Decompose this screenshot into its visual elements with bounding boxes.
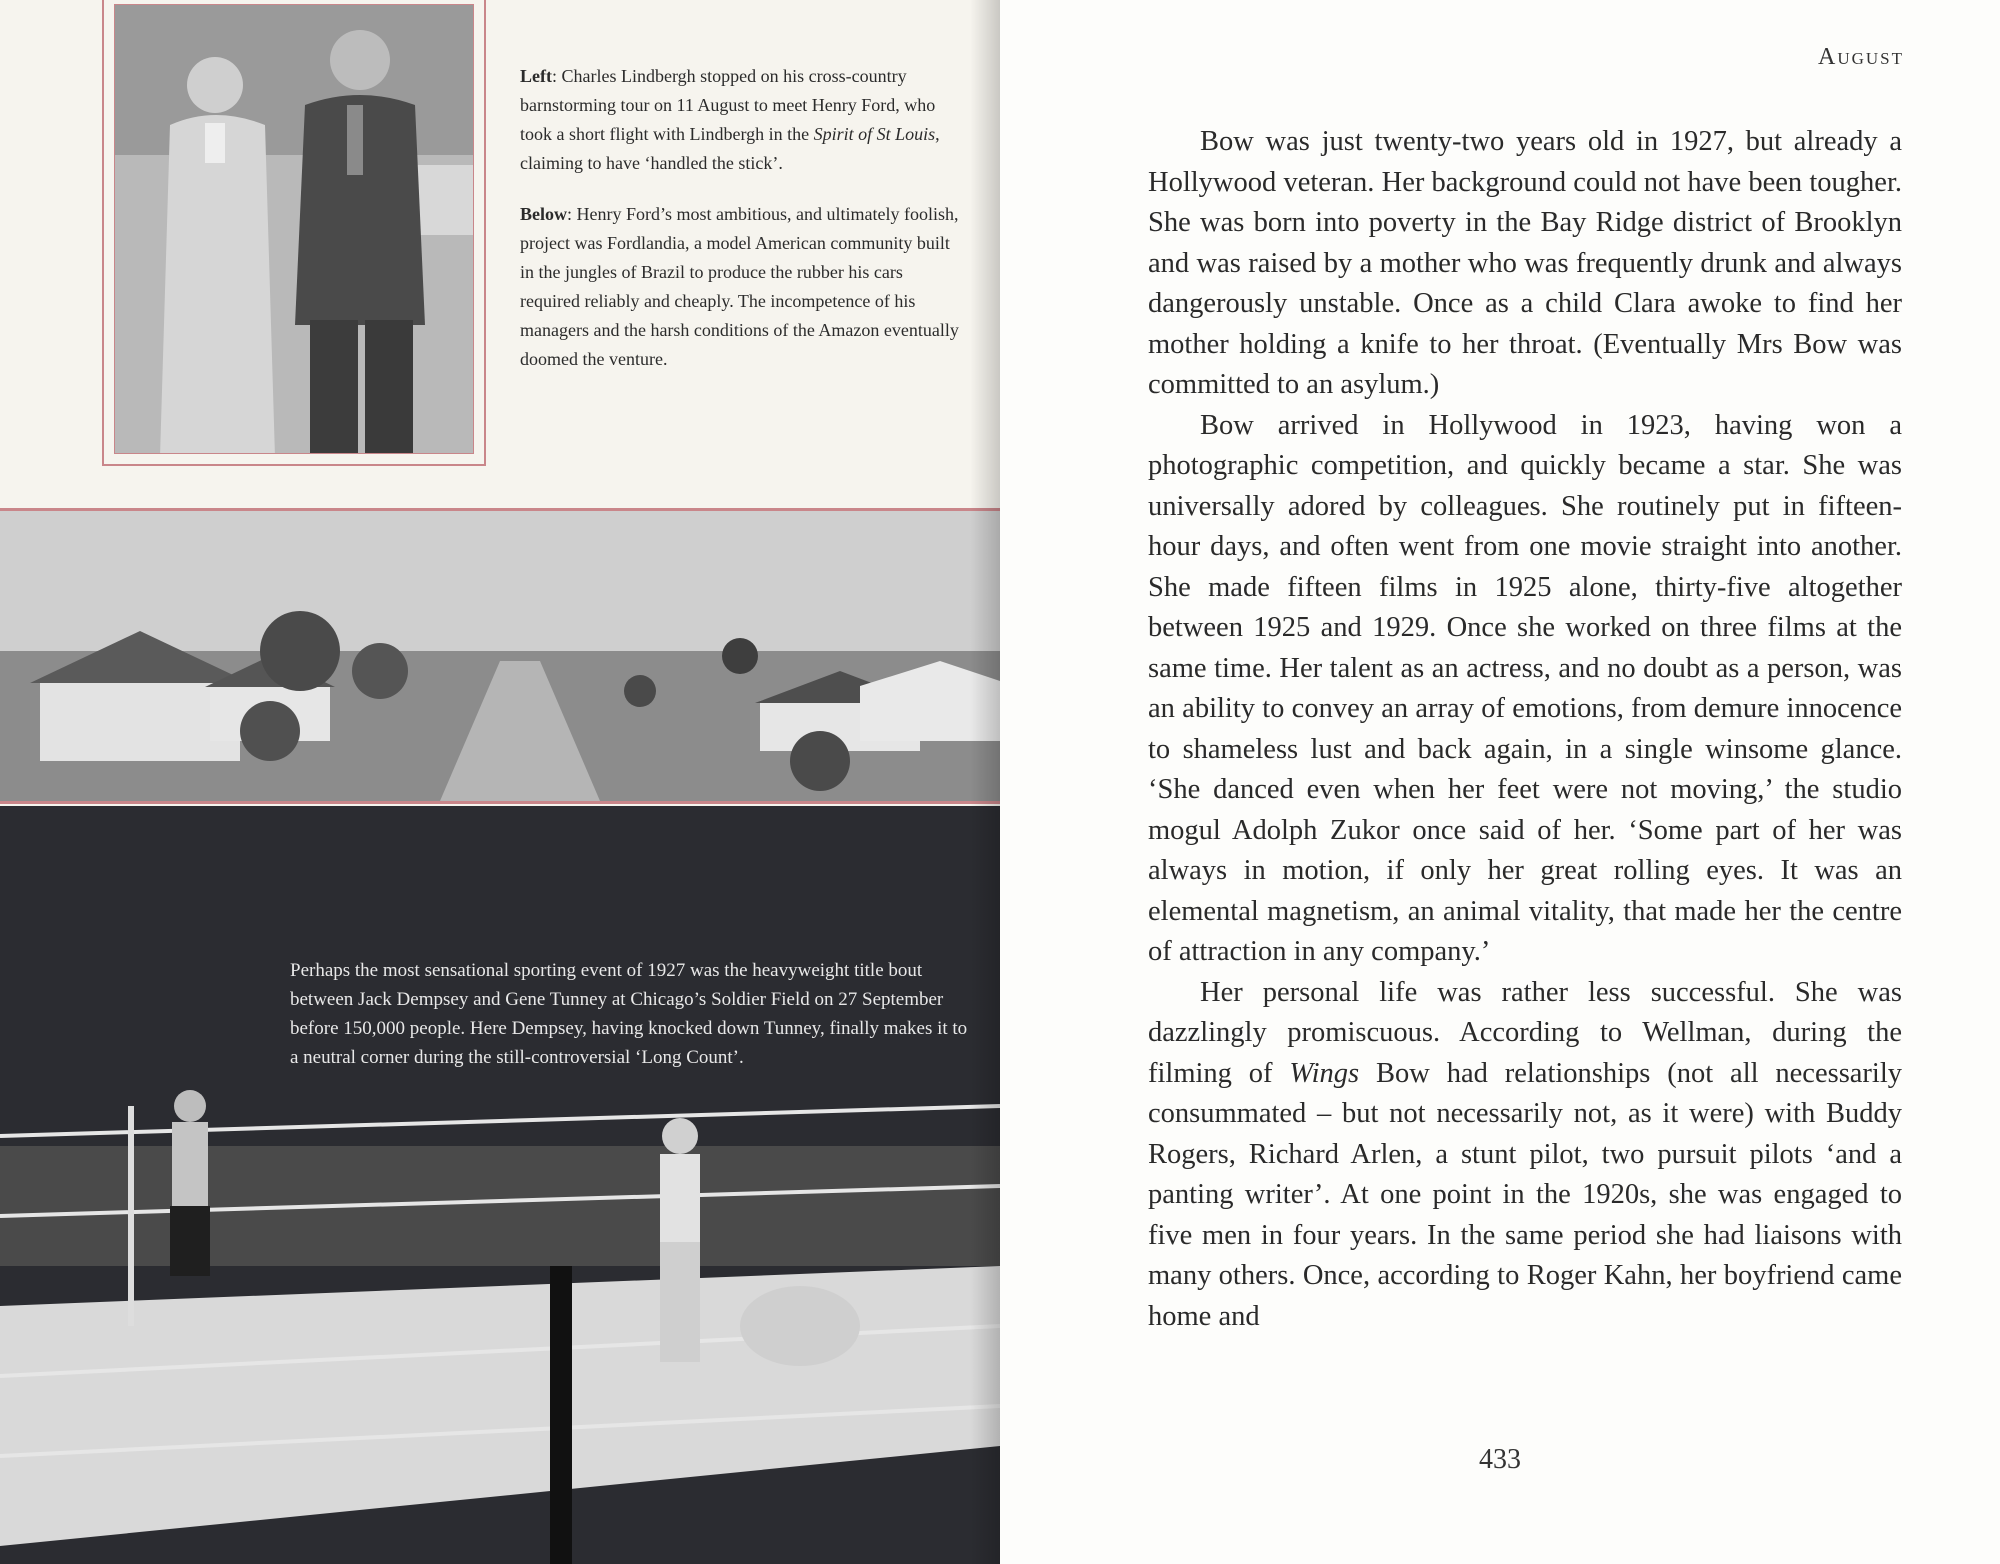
paragraph-2: Bow arrived in Hollywood in 1923, having won a photographic competition, and quickly became a star. She was universally adored by colleagues. She routinely put in fifteen-hour days, and often went from one movie straight into another. She made fifteen films in 1925 alone, thirty-five altogether between 1925 and 1929. Once she worked on three films at the same time. Her talent as an actress, and no doubt as a person, was an ability to convey an array of emotions, from demure innocence to shameless lust and back again, in a single winsome glance. ‘She danced even when her feet were not moving,’ the studio mogul Adolph Zukor once said of her. ‘Some part of her was always in motion, if only her great rolling eyes. It was an elemental magnetism, an animal vitality, that made her the centre of attraction in any company.’ — [1148, 409, 1902, 967]
caption-below — [520, 200, 960, 374]
paragraph-3 — [1148, 973, 1902, 1338]
paragraph-3-italic: Wings — [1289, 1057, 1360, 1089]
running-head: August — [1817, 44, 1904, 70]
lindbergh-ford-illustration — [115, 5, 474, 454]
lindbergh-ford-photo — [114, 4, 474, 454]
boxing-caption: Perhaps the most sensational sporting event of 1927 was the heavyweight title bout between Jack Dempsey and Gene Tunney at Chicago’s Soldier Field on 27 September before 150,000 people. Here Dempsey, having knocked down Tunney, finally makes it to a neutral corner during the still-controversial ‘Long Count’. — [290, 960, 968, 1068]
top-caption — [520, 62, 960, 396]
lindbergh-ford-photo-frame — [102, 0, 486, 466]
caption-left — [520, 62, 960, 178]
gutter-shadow — [970, 0, 1000, 1564]
fordlandia-illustration — [0, 511, 1000, 801]
page-number: 433 — [1479, 1444, 1521, 1475]
caption-left-text-1: : Charles Lindbergh stopped on his cross-country barnstorming tour on 11 August to meet Henry Ford, who took a short flight with Lindbergh in the — [520, 66, 936, 144]
fordlandia-photo — [0, 508, 1000, 804]
caption-below-text: : Henry Ford’s most ambitious, and ultimately foolish, project was Fordlandia, a model American community built in the jungles of Brazil to produce the rubber his cars required reliably and cheaply. The incompetence of his managers and the harsh conditions of the Amazon eventually doomed the venture. — [520, 204, 959, 369]
dempsey-tunney-photo — [0, 806, 1000, 1564]
caption-below-label: Below — [520, 204, 567, 224]
body-text — [1148, 122, 1902, 1337]
caption-left-text-2: , claiming to have ‘handled the stick’. — [520, 124, 940, 173]
right-page — [1000, 0, 2000, 1564]
paragraph-1: Bow was just twenty-two years old in 1927, but already a Hollywood veteran. Her background could not have been tougher. She was born into poverty in the Bay Ridge district of Brooklyn and was raised by a mother who was frequently drunk and always dangerously unstable. Once as a child Clara awoke to find her mother holding a knife to her throat. (Eventually Mrs Bow was committed to an asylum.) — [1148, 126, 1902, 400]
paragraph-3-part-a: Her personal life was rather less successful. She was dazzlingly promiscuous. According to Wellman, during the filming of — [1148, 976, 1902, 1089]
boxing-ring-illustration — [0, 806, 1000, 1564]
caption-left-label: Left — [520, 66, 552, 86]
paragraph-3-part-b: Bow had relationships (not all necessarily consummated – but not necessarily not, as it were) with Buddy Rogers, Richard Arlen, a stunt pilot, two pursuit pilots ‘and a panting writer’. At one point in the 1920s, she was engaged to five men in four years. In the same period she had liaisons with many others. Once, according to Roger Kahn, her boyfriend came home and — [1148, 1057, 1903, 1332]
caption-left-italic: Spirit of St Louis — [813, 124, 936, 144]
